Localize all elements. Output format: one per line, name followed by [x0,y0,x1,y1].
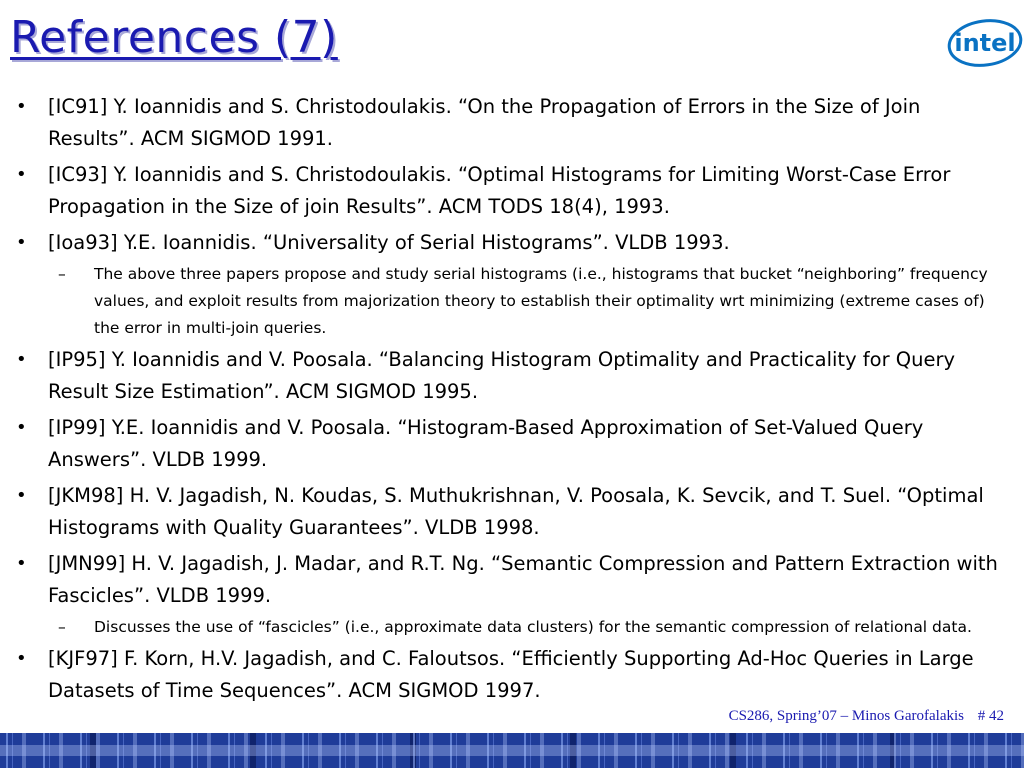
page-title: References (7) [10,12,338,63]
bullet: • [16,648,27,669]
reference-item [14,159,1004,223]
reference-text: [Ioa93] Y.E. Ioannidis. “Universality of Serial Histograms”. VLDB 1993. [48,231,730,254]
reference-text: [IP99] Y.E. Ioannidis and V. Poosala. “Histogram-Based Approximation of Set-Valued Query Answers”. VLDB 1999. [48,416,924,471]
bullet: • [16,232,27,253]
slide-footer [723,708,1004,725]
bar-stripe [0,745,1024,756]
reference-text: [KJF97] F. Korn, H.V. Jagadish, and C. Faloutsos. “Efficiently Supporting Ad-Hoc Queries in Large Datasets of Time Sequences”. ACM SIGMOD 1997. [48,647,974,702]
reference-text: [IC93] Y. Ioannidis and S. Christodoulakis. “Optimal Histograms for Limiting Worst-Case Error Propagation in the Size of join Results”. ACM TODS 18(4), 1993. [48,163,951,218]
bullet: • [16,417,27,438]
bullet: • [16,485,27,506]
reference-item [14,548,1004,612]
reference-text: [IC91] Y. Ioannidis and S. Christodoulakis. “On the Propagation of Errors in the Size of Join Results”. ACM SIGMOD 1991. [48,95,921,150]
dash: – [58,618,66,636]
reference-item [14,227,1004,259]
reference-list [14,91,1004,711]
reference-text: [JMN99] H. V. Jagadish, J. Madar, and R.T. Ng. “Semantic Compression and Pattern Extraction with Fascicles”. VLDB 1999. [48,552,998,607]
bullet: • [16,553,27,574]
logo-text: intel [954,29,1016,57]
page-number: # 42 [977,708,1004,724]
reference-text: [JKM98] H. V. Jagadish, N. Koudas, S. Muthukrishnan, V. Poosala, K. Sevcik, and T. Suel. “Optimal Histograms with Quality Guarantees”. VLDB 1998. [48,484,984,539]
note-text: Discusses the use of “fascicles” (i.e., approximate data clusters) for the semantic compression of relational data. [94,618,972,636]
reference-item [14,344,1004,408]
reference-item [14,480,1004,544]
reference-item [14,643,1004,707]
reference-text: [IP95] Y. Ioannidis and V. Poosala. “Balancing Histogram Optimality and Practicality for Query Result Size Estimation”. ACM SIGMOD 1995. [48,348,956,403]
reference-note [14,261,1004,342]
dash: – [58,265,66,283]
intel-logo [946,14,1024,72]
bullet: • [16,164,27,185]
reference-note [14,614,1004,641]
bullet: • [16,349,27,370]
bullet: • [16,96,27,117]
decorative-bottom-bar [0,733,1024,768]
footer-course: CS286, Spring’07 – Minos Garofalakis [728,708,964,724]
reference-item [14,412,1004,476]
note-text: The above three papers propose and study serial histograms (i.e., histograms that bucket “neighboring” frequency values, and exploit results from majorization theory to establish their optimality wrt minimizing (extreme cases of) the error in multi-join queries. [94,265,988,337]
reference-item [14,91,1004,155]
